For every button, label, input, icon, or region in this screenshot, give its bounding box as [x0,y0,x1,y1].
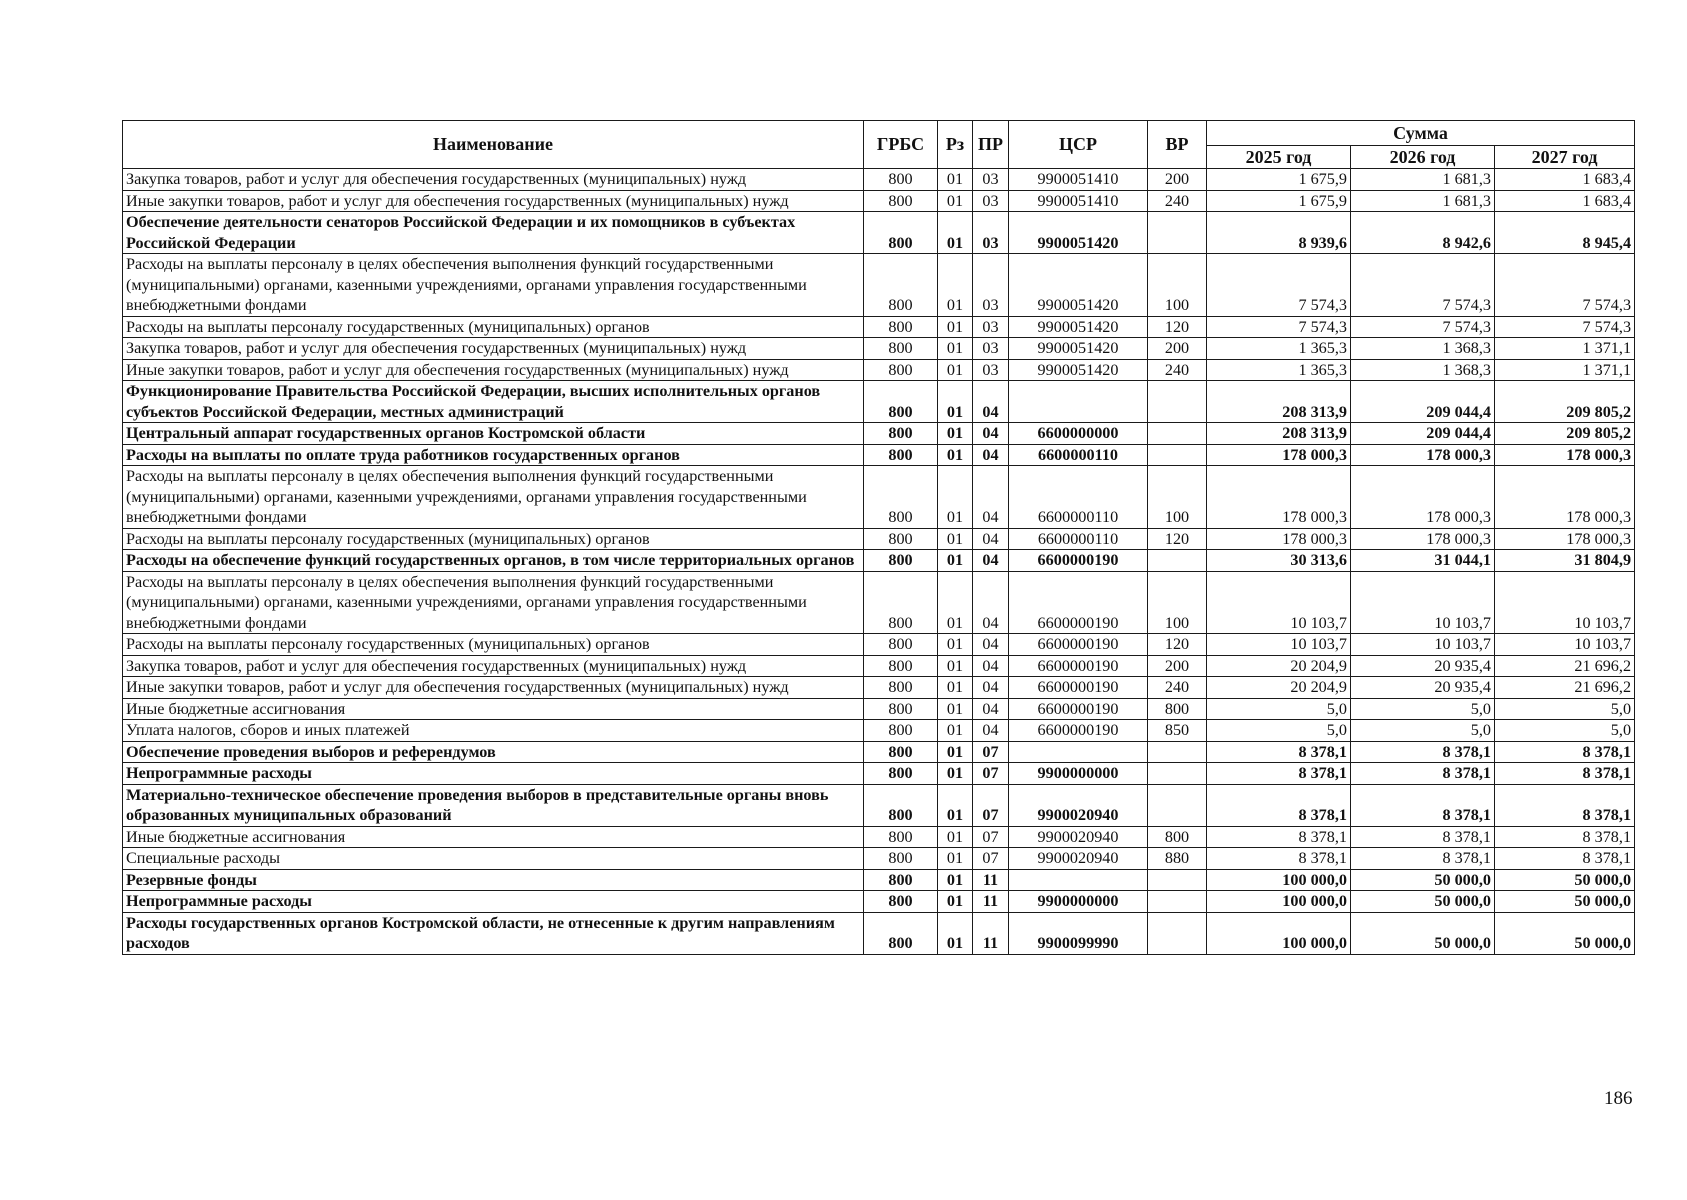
cell-name: Обеспечение деятельности сенаторов Российской Федерации и их помощников в субъектах Российской Федерации [123,212,864,254]
cell-2025: 1 675,9 [1207,169,1351,191]
cell-vr: 200 [1148,655,1207,677]
cell-grbs: 800 [864,528,938,550]
cell-pr: 04 [973,423,1009,445]
cell-grbs: 800 [864,677,938,699]
table-row [123,698,1635,720]
cell-2025: 8 939,6 [1207,212,1351,254]
cell-vr: 800 [1148,698,1207,720]
cell-vr: 240 [1148,677,1207,699]
cell-2025: 208 313,9 [1207,423,1351,445]
cell-2026: 20 935,4 [1351,677,1495,699]
cell-grbs: 800 [864,212,938,254]
cell-name: Обеспечение проведения выборов и референдумов [123,741,864,763]
cell-grbs: 800 [864,338,938,360]
table-row [123,912,1635,954]
cell-2027: 1 371,1 [1495,359,1635,381]
header-grbs: ГРБС [864,121,938,169]
cell-vr: 240 [1148,190,1207,212]
table-row [123,316,1635,338]
cell-2026: 8 378,1 [1351,826,1495,848]
cell-grbs: 800 [864,466,938,529]
cell-pr: 04 [973,528,1009,550]
cell-pr: 04 [973,634,1009,656]
cell-2025: 8 378,1 [1207,784,1351,826]
cell-2025: 178 000,3 [1207,528,1351,550]
cell-grbs: 800 [864,912,938,954]
cell-csr: 9900020940 [1009,784,1148,826]
page-number: 186 [1604,1088,1633,1109]
cell-pr: 04 [973,720,1009,742]
cell-csr: 6600000110 [1009,466,1148,529]
cell-name: Функционирование Правительства Российской Федерации, высших исполнительных органов субъектов Российской Федерации, местных администраций [123,381,864,423]
table-row [123,466,1635,529]
cell-pr: 11 [973,891,1009,913]
cell-vr: 800 [1148,826,1207,848]
cell-vr [1148,912,1207,954]
cell-2026: 178 000,3 [1351,528,1495,550]
cell-csr: 6600000190 [1009,634,1148,656]
header-2026: 2026 год [1351,146,1495,169]
cell-grbs: 800 [864,550,938,572]
cell-2027: 31 804,9 [1495,550,1635,572]
cell-2027: 7 574,3 [1495,316,1635,338]
cell-2026: 178 000,3 [1351,466,1495,529]
cell-2027: 178 000,3 [1495,444,1635,466]
cell-pr: 04 [973,677,1009,699]
cell-2025: 100 000,0 [1207,869,1351,891]
cell-csr [1009,869,1148,891]
table-row [123,190,1635,212]
cell-2026: 20 935,4 [1351,655,1495,677]
cell-csr: 6600000000 [1009,423,1148,445]
header-csr: ЦСР [1009,121,1148,169]
cell-vr [1148,869,1207,891]
cell-2025: 100 000,0 [1207,912,1351,954]
cell-2027: 50 000,0 [1495,869,1635,891]
cell-2027: 8 378,1 [1495,826,1635,848]
cell-2026: 10 103,7 [1351,634,1495,656]
cell-rz: 01 [938,423,973,445]
cell-pr: 03 [973,169,1009,191]
cell-2025: 1 365,3 [1207,359,1351,381]
table-row [123,763,1635,785]
cell-name: Материально-техническое обеспечение проведения выборов в представительные органы вновь образованных муниципальных образований [123,784,864,826]
cell-2027: 178 000,3 [1495,528,1635,550]
cell-2025: 5,0 [1207,720,1351,742]
cell-name: Расходы на обеспечение функций государственных органов, в том числе территориальных органов [123,550,864,572]
cell-rz: 01 [938,891,973,913]
cell-name: Уплата налогов, сборов и иных платежей [123,720,864,742]
cell-name: Непрограммные расходы [123,763,864,785]
cell-name: Расходы на выплаты персоналу государственных (муниципальных) органов [123,316,864,338]
cell-2026: 5,0 [1351,698,1495,720]
cell-rz: 01 [938,550,973,572]
cell-csr: 9900000000 [1009,763,1148,785]
cell-grbs: 800 [864,444,938,466]
cell-2027: 8 378,1 [1495,763,1635,785]
header-rz: Рз [938,121,973,169]
cell-csr: 9900020940 [1009,848,1148,870]
cell-rz: 01 [938,741,973,763]
cell-2027: 8 945,4 [1495,212,1635,254]
cell-grbs: 800 [864,698,938,720]
cell-grbs: 800 [864,169,938,191]
cell-pr: 03 [973,359,1009,381]
cell-vr: 100 [1148,254,1207,317]
cell-2027: 209 805,2 [1495,381,1635,423]
cell-rz: 01 [938,912,973,954]
table-row [123,634,1635,656]
cell-name: Иные бюджетные ассигнования [123,826,864,848]
cell-2026: 10 103,7 [1351,571,1495,634]
table-row [123,677,1635,699]
cell-2025: 10 103,7 [1207,634,1351,656]
cell-csr: 9900051420 [1009,316,1148,338]
cell-name: Иные бюджетные ассигнования [123,698,864,720]
cell-csr: 6600000190 [1009,698,1148,720]
table-row [123,381,1635,423]
cell-csr: 9900000000 [1009,891,1148,913]
cell-2027: 7 574,3 [1495,254,1635,317]
cell-2026: 209 044,4 [1351,423,1495,445]
cell-grbs: 800 [864,254,938,317]
cell-grbs: 800 [864,359,938,381]
cell-vr [1148,212,1207,254]
table-row [123,848,1635,870]
cell-2026: 50 000,0 [1351,869,1495,891]
cell-csr: 9900051410 [1009,169,1148,191]
cell-name: Расходы на выплаты персоналу государственных (муниципальных) органов [123,528,864,550]
cell-rz: 01 [938,528,973,550]
cell-grbs: 800 [864,826,938,848]
cell-vr: 120 [1148,316,1207,338]
table-row [123,359,1635,381]
table-row [123,338,1635,360]
cell-csr: 9900051420 [1009,338,1148,360]
header-vr: ВР [1148,121,1207,169]
cell-2025: 20 204,9 [1207,677,1351,699]
cell-pr: 03 [973,316,1009,338]
cell-rz: 01 [938,359,973,381]
cell-2026: 7 574,3 [1351,316,1495,338]
cell-csr: 9900020940 [1009,826,1148,848]
cell-pr: 04 [973,466,1009,529]
cell-2027: 8 378,1 [1495,784,1635,826]
cell-pr: 07 [973,848,1009,870]
cell-rz: 01 [938,190,973,212]
cell-name: Расходы на выплаты по оплате труда работников государственных органов [123,444,864,466]
cell-name: Иные закупки товаров, работ и услуг для обеспечения государственных (муниципальных) нужд [123,677,864,699]
table-row [123,423,1635,445]
cell-grbs: 800 [864,784,938,826]
cell-name: Центральный аппарат государственных органов Костромской области [123,423,864,445]
cell-2025: 208 313,9 [1207,381,1351,423]
cell-vr [1148,550,1207,572]
header-2025: 2025 год [1207,146,1351,169]
cell-2027: 1 371,1 [1495,338,1635,360]
cell-vr [1148,381,1207,423]
table-body [123,169,1635,955]
cell-rz: 01 [938,571,973,634]
cell-2026: 8 378,1 [1351,848,1495,870]
cell-2026: 8 378,1 [1351,784,1495,826]
table-row [123,826,1635,848]
cell-pr: 07 [973,763,1009,785]
cell-csr: 6600000190 [1009,720,1148,742]
cell-vr: 850 [1148,720,1207,742]
budget-table [122,120,1635,955]
table-row [123,891,1635,913]
cell-2025: 100 000,0 [1207,891,1351,913]
cell-name: Расходы государственных органов Костромской области, не отнесенные к другим направлениям расходов [123,912,864,954]
table-row [123,869,1635,891]
cell-vr [1148,891,1207,913]
cell-grbs: 800 [864,655,938,677]
cell-2027: 10 103,7 [1495,634,1635,656]
cell-pr: 04 [973,381,1009,423]
cell-pr: 04 [973,550,1009,572]
table-row [123,550,1635,572]
cell-grbs: 800 [864,848,938,870]
header-name: Наименование [123,121,864,169]
cell-vr: 120 [1148,528,1207,550]
cell-pr: 07 [973,784,1009,826]
cell-rz: 01 [938,677,973,699]
cell-grbs: 800 [864,763,938,785]
cell-2026: 1 681,3 [1351,190,1495,212]
cell-csr: 6600000190 [1009,655,1148,677]
cell-name: Закупка товаров, работ и услуг для обеспечения государственных (муниципальных) нужд [123,169,864,191]
cell-grbs: 800 [864,381,938,423]
cell-2027: 5,0 [1495,698,1635,720]
cell-2025: 1 675,9 [1207,190,1351,212]
cell-grbs: 800 [864,634,938,656]
cell-grbs: 800 [864,190,938,212]
cell-grbs: 800 [864,720,938,742]
cell-csr: 9900051420 [1009,359,1148,381]
cell-rz: 01 [938,169,973,191]
cell-csr: 9900051410 [1009,190,1148,212]
cell-2026: 50 000,0 [1351,912,1495,954]
cell-csr: 6600000190 [1009,677,1148,699]
cell-rz: 01 [938,444,973,466]
cell-2025: 8 378,1 [1207,741,1351,763]
cell-csr: 6600000190 [1009,571,1148,634]
cell-2025: 8 378,1 [1207,848,1351,870]
cell-2025: 10 103,7 [1207,571,1351,634]
cell-grbs: 800 [864,571,938,634]
cell-2027: 21 696,2 [1495,677,1635,699]
cell-2025: 7 574,3 [1207,254,1351,317]
table-row [123,741,1635,763]
cell-grbs: 800 [864,316,938,338]
cell-vr [1148,423,1207,445]
cell-grbs: 800 [864,869,938,891]
cell-pr: 07 [973,741,1009,763]
table-row [123,784,1635,826]
cell-2026: 5,0 [1351,720,1495,742]
cell-vr: 120 [1148,634,1207,656]
cell-rz: 01 [938,698,973,720]
cell-grbs: 800 [864,741,938,763]
cell-2025: 8 378,1 [1207,826,1351,848]
header-2027: 2027 год [1495,146,1635,169]
cell-rz: 01 [938,466,973,529]
cell-rz: 01 [938,212,973,254]
cell-csr [1009,381,1148,423]
header-pr: ПР [973,121,1009,169]
cell-2026: 8 942,6 [1351,212,1495,254]
cell-2026: 1 681,3 [1351,169,1495,191]
cell-name: Расходы на выплаты персоналу в целях обеспечения выполнения функций государственными (муниципальными) органами, казенными учреждениями, органами управления государственными внебюджетными фондами [123,254,864,317]
cell-2026: 8 378,1 [1351,763,1495,785]
cell-vr: 200 [1148,169,1207,191]
table-row [123,169,1635,191]
cell-2025: 5,0 [1207,698,1351,720]
cell-pr: 04 [973,571,1009,634]
cell-rz: 01 [938,869,973,891]
cell-2025: 178 000,3 [1207,444,1351,466]
cell-2026: 1 368,3 [1351,338,1495,360]
cell-2025: 7 574,3 [1207,316,1351,338]
cell-2027: 50 000,0 [1495,891,1635,913]
table-row [123,720,1635,742]
cell-rz: 01 [938,338,973,360]
cell-2026: 50 000,0 [1351,891,1495,913]
cell-2026: 7 574,3 [1351,254,1495,317]
header-sum: Сумма [1207,121,1635,146]
cell-2027: 8 378,1 [1495,741,1635,763]
table-header [123,121,1635,169]
cell-2027: 8 378,1 [1495,848,1635,870]
cell-grbs: 800 [864,891,938,913]
table-row [123,655,1635,677]
cell-csr: 6600000190 [1009,550,1148,572]
cell-pr: 03 [973,338,1009,360]
cell-vr [1148,784,1207,826]
cell-pr: 03 [973,212,1009,254]
cell-2027: 10 103,7 [1495,571,1635,634]
cell-2025: 178 000,3 [1207,466,1351,529]
cell-pr: 04 [973,444,1009,466]
cell-csr: 6600000110 [1009,528,1148,550]
table-row [123,444,1635,466]
cell-2027: 21 696,2 [1495,655,1635,677]
cell-name: Расходы на выплаты персоналу в целях обеспечения выполнения функций государственными (муниципальными) органами, казенными учреждениями, органами управления государственными внебюджетными фондами [123,571,864,634]
cell-name: Непрограммные расходы [123,891,864,913]
cell-2027: 1 683,4 [1495,190,1635,212]
cell-rz: 01 [938,720,973,742]
cell-2026: 178 000,3 [1351,444,1495,466]
cell-2027: 50 000,0 [1495,912,1635,954]
cell-name: Иные закупки товаров, работ и услуг для обеспечения государственных (муниципальных) нужд [123,359,864,381]
cell-vr [1148,741,1207,763]
cell-pr: 11 [973,912,1009,954]
cell-rz: 01 [938,634,973,656]
cell-2025: 20 204,9 [1207,655,1351,677]
cell-2027: 5,0 [1495,720,1635,742]
cell-rz: 01 [938,316,973,338]
cell-2027: 178 000,3 [1495,466,1635,529]
cell-csr: 9900051420 [1009,254,1148,317]
cell-rz: 01 [938,848,973,870]
table-row [123,528,1635,550]
cell-pr: 07 [973,826,1009,848]
cell-vr [1148,444,1207,466]
cell-vr: 880 [1148,848,1207,870]
table-row [123,571,1635,634]
cell-vr: 100 [1148,571,1207,634]
cell-grbs: 800 [864,423,938,445]
cell-rz: 01 [938,763,973,785]
cell-pr: 03 [973,190,1009,212]
cell-name: Иные закупки товаров, работ и услуг для обеспечения государственных (муниципальных) нужд [123,190,864,212]
cell-2025: 30 313,6 [1207,550,1351,572]
cell-vr: 200 [1148,338,1207,360]
cell-csr: 9900051420 [1009,212,1148,254]
table-row [123,254,1635,317]
cell-pr: 11 [973,869,1009,891]
cell-name: Резервные фонды [123,869,864,891]
cell-rz: 01 [938,784,973,826]
cell-2025: 1 365,3 [1207,338,1351,360]
cell-2027: 209 805,2 [1495,423,1635,445]
cell-vr: 100 [1148,466,1207,529]
cell-2025: 8 378,1 [1207,763,1351,785]
cell-csr: 6600000110 [1009,444,1148,466]
cell-vr [1148,763,1207,785]
cell-vr: 240 [1148,359,1207,381]
cell-rz: 01 [938,655,973,677]
cell-csr: 9900099990 [1009,912,1148,954]
cell-2027: 1 683,4 [1495,169,1635,191]
cell-pr: 03 [973,254,1009,317]
table-row [123,212,1635,254]
cell-2026: 1 368,3 [1351,359,1495,381]
cell-rz: 01 [938,381,973,423]
cell-name: Расходы на выплаты персоналу государственных (муниципальных) органов [123,634,864,656]
cell-name: Специальные расходы [123,848,864,870]
cell-pr: 04 [973,655,1009,677]
cell-rz: 01 [938,826,973,848]
cell-2026: 31 044,1 [1351,550,1495,572]
cell-name: Закупка товаров, работ и услуг для обеспечения государственных (муниципальных) нужд [123,338,864,360]
cell-2026: 8 378,1 [1351,741,1495,763]
cell-name: Расходы на выплаты персоналу в целях обеспечения выполнения функций государственными (муниципальными) органами, казенными учреждениями, органами управления государственными внебюджетными фондами [123,466,864,529]
cell-rz: 01 [938,254,973,317]
cell-name: Закупка товаров, работ и услуг для обеспечения государственных (муниципальных) нужд [123,655,864,677]
cell-pr: 04 [973,698,1009,720]
cell-2026: 209 044,4 [1351,381,1495,423]
cell-csr [1009,741,1148,763]
